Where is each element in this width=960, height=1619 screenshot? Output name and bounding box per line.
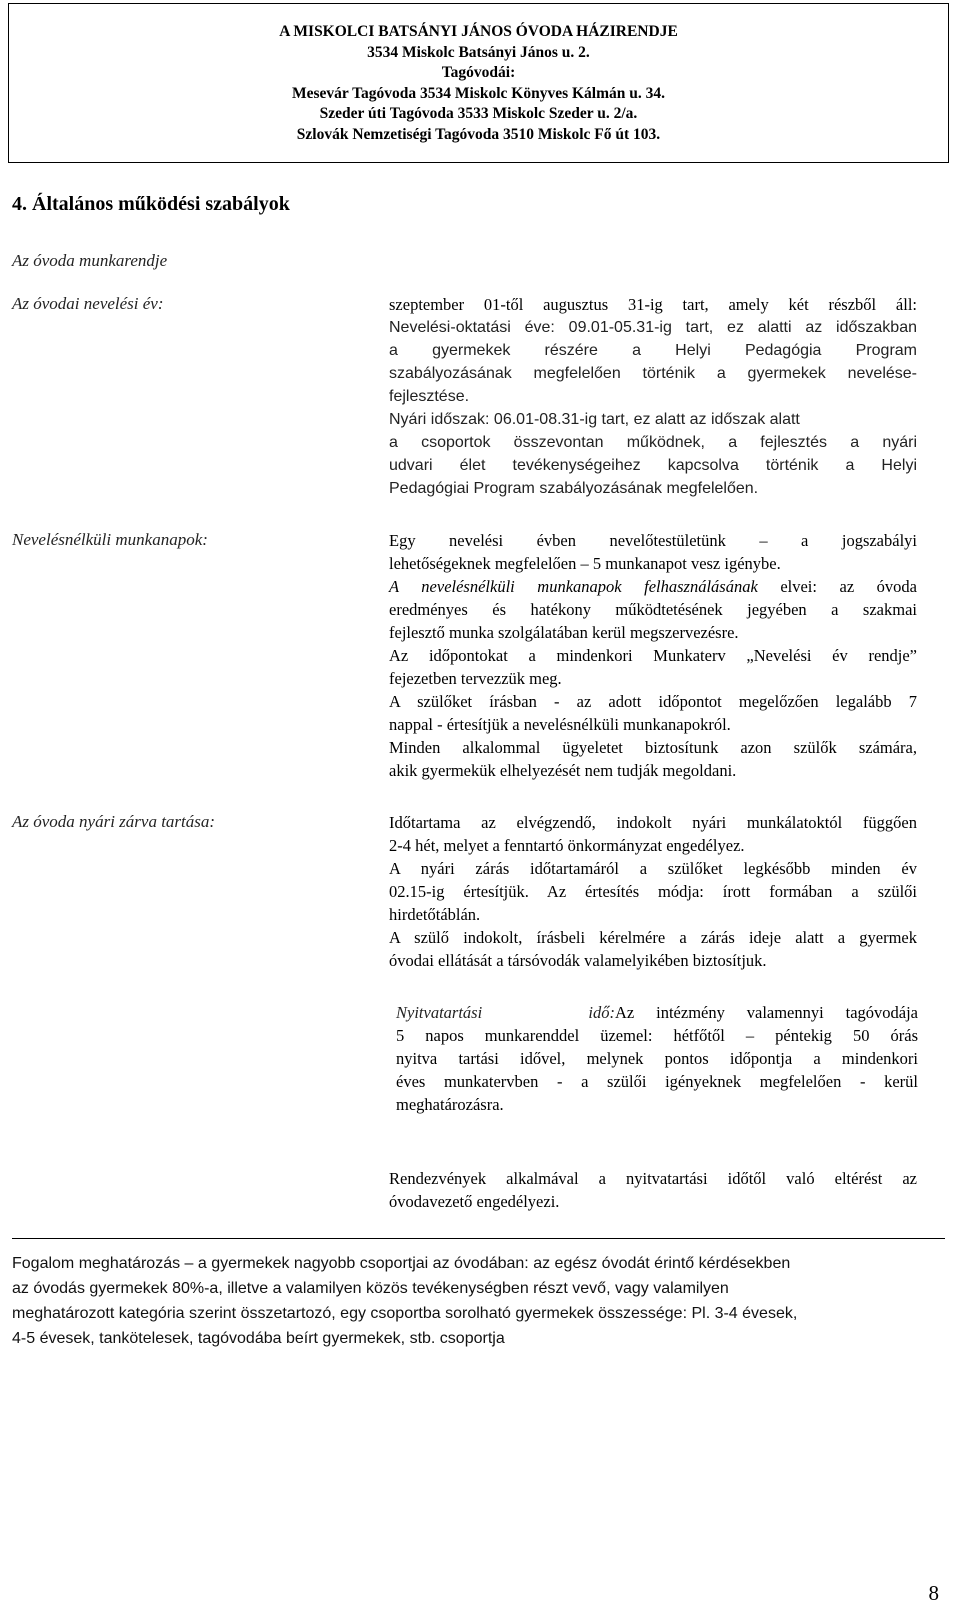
section-title: 4. Általános működési szabályok — [12, 193, 290, 215]
text-line: Rendezvények alkalmával a nyitvatartási időtől való eltérést az — [389, 1169, 917, 1188]
text-line — [396, 1001, 918, 1024]
text-line: szabályozásának megfelelően történik a gyermekek nevelése- — [389, 365, 917, 382]
text-line: éves munkatervben - a szülői igényeknek megfelelően - kerül — [396, 1072, 918, 1091]
opening-hours-label: Nyitvatartási idő: — [396, 1003, 615, 1022]
text-line: 2-4 hét, melyet a fenntartó önkormányzat engedélyez. — [389, 836, 745, 855]
opening-hours-text — [396, 1001, 918, 1116]
text-line: Egy nevelési évben nevelőtestületünk – a jogszabályi — [389, 531, 917, 550]
school-year-label: Az óvodai nevelési év: — [12, 294, 164, 313]
text-line: a csoportok összevontan működnek, a fejlesztés a nyári — [389, 434, 917, 451]
summer-closure-label: Az óvoda nyári zárva tartása: — [12, 812, 216, 831]
text-line: óvodavezető engedélyezi. — [389, 1192, 560, 1211]
page-number: 8 — [928, 1581, 939, 1605]
text-line: Időtartama az elvégzendő, indokolt nyári munkálatoktól függően — [389, 813, 917, 832]
header-address: 3534 Miskolc Batsányi János u. 2. — [367, 43, 590, 61]
non-teaching-days-label: Nevelésnélküli munkanapok: — [12, 530, 208, 549]
header-branches-label: Tagóvodái: — [441, 64, 516, 81]
text-line: Pedagógiai Program szabályozásának megfelelően. — [389, 480, 759, 497]
document-header — [8, 3, 949, 163]
non-teaching-days-text — [389, 529, 917, 782]
text-line: Fogalom meghatározás – a gyermekek nagyobb csoportjai az óvodában: az egész óvodát érintő kérdésekben — [12, 1255, 791, 1272]
text-line: lehetőségeknek megfelelően – 5 munkanapot vesz igénybe. — [389, 554, 781, 573]
text-line: 4-5 évesek, tankötelesek, tagóvodába beírt gyermekek, stb. csoportja — [12, 1330, 505, 1347]
header-branch: Mesevár Tagóvoda 3534 Miskolc Könyves Kálmán u. 34. — [291, 84, 666, 102]
text-line: nappal - értesítjük a nevelésnélküli munkanapokról. — [389, 715, 731, 734]
school-year-text — [389, 293, 917, 500]
text-line: A szülő indokolt, írásbeli kérelmére a zárás ideje alatt a gyermek — [389, 928, 917, 947]
text-fragment: Az intézmény valamennyi tagóvodája — [615, 1003, 918, 1022]
text-line: eredményes és hatékony működtetésének jegyében a szakmai — [389, 600, 917, 619]
header-branch: Szeder úti Tagóvoda 3533 Miskolc Szeder u. 2/a. — [319, 105, 638, 122]
summer-closure-text — [389, 811, 917, 972]
text-line: óvodai ellátását a társóvodák valamelyikében biztosítjuk. — [389, 951, 767, 970]
text-line: A szülőket írásban - az adott időpontot megelőzően legalább 7 — [389, 692, 917, 711]
text-line: az óvodás gyermekek 80%-a, illetve a valamilyen közös tevékenységben részt vevő, vagy valamilyen — [12, 1280, 729, 1297]
text-line: udvari élet tevékenységeihez kapcsolva történik a Helyi — [389, 457, 917, 474]
text-line: szeptember 01-től augusztus 31-ig tart, amely két részből áll: — [389, 295, 917, 314]
text-line: Minden alkalommal ügyeletet biztosítunk azon szülők számára, — [389, 738, 917, 757]
text-line: hirdetőtáblán. — [389, 905, 481, 924]
text-line: Nevelési-oktatási éve: 09.01-05.31-ig tart, ez alatti az időszakban — [389, 319, 917, 336]
header-title: A MISKOLCI BATSÁNYI JÁNOS ÓVODA HÁZIRENDJE — [279, 23, 678, 40]
text-line: Az időpontokat a mindenkori Munkaterv „Nevelési év rendje” — [389, 646, 917, 665]
text-line: fejlesztő munka szolgálatában kerül megszervezésre. — [389, 623, 739, 642]
text-line: Nyári időszak: 06.01-08.31-ig tart, ez alatt az időszak alatt — [389, 411, 800, 428]
text-line: fejezetben tervezzük meg. — [389, 669, 562, 688]
text-line — [389, 575, 917, 598]
text-line: 5 napos munkarenddel üzemel: hétfőtől – péntekig 50 órás — [396, 1026, 918, 1045]
divider — [12, 1238, 945, 1239]
events-text — [389, 1167, 917, 1213]
text-line: fejlesztése. — [389, 388, 470, 405]
text-line: a gyermekek részére a Helyi Pedagógia Program — [389, 342, 917, 359]
emphasized-text: A nevelésnélküli munkanapok felhasználásának — [389, 577, 758, 596]
text-line: akik gyermekük elhelyezését nem tudják megoldani. — [389, 761, 737, 780]
text-fragment: elvei: az óvoda — [757, 577, 917, 596]
subheading: Az óvoda munkarendje — [12, 251, 168, 270]
header-branch: Szlovák Nemzetiségi Tagóvoda 3510 Miskolc Fő út 103. — [296, 125, 661, 143]
text-line: meghatározásra. — [396, 1095, 504, 1114]
text-line: nyitva tartási idővel, melynek pontos időpontja a mindenkori — [396, 1049, 918, 1068]
text-line: A nyári zárás időtartamáról a szülőket legkésőbb minden év — [389, 859, 917, 878]
text-line: meghatározott kategória szerint összetartozó, egy csoportba sorolható gyermekek összessége: Pl. 3-4 évesek, — [12, 1305, 798, 1322]
definition-text — [12, 1251, 945, 1351]
text-line: 02.15-ig értesítjük. Az értesítés módja: írott formában a szülői — [389, 882, 917, 901]
